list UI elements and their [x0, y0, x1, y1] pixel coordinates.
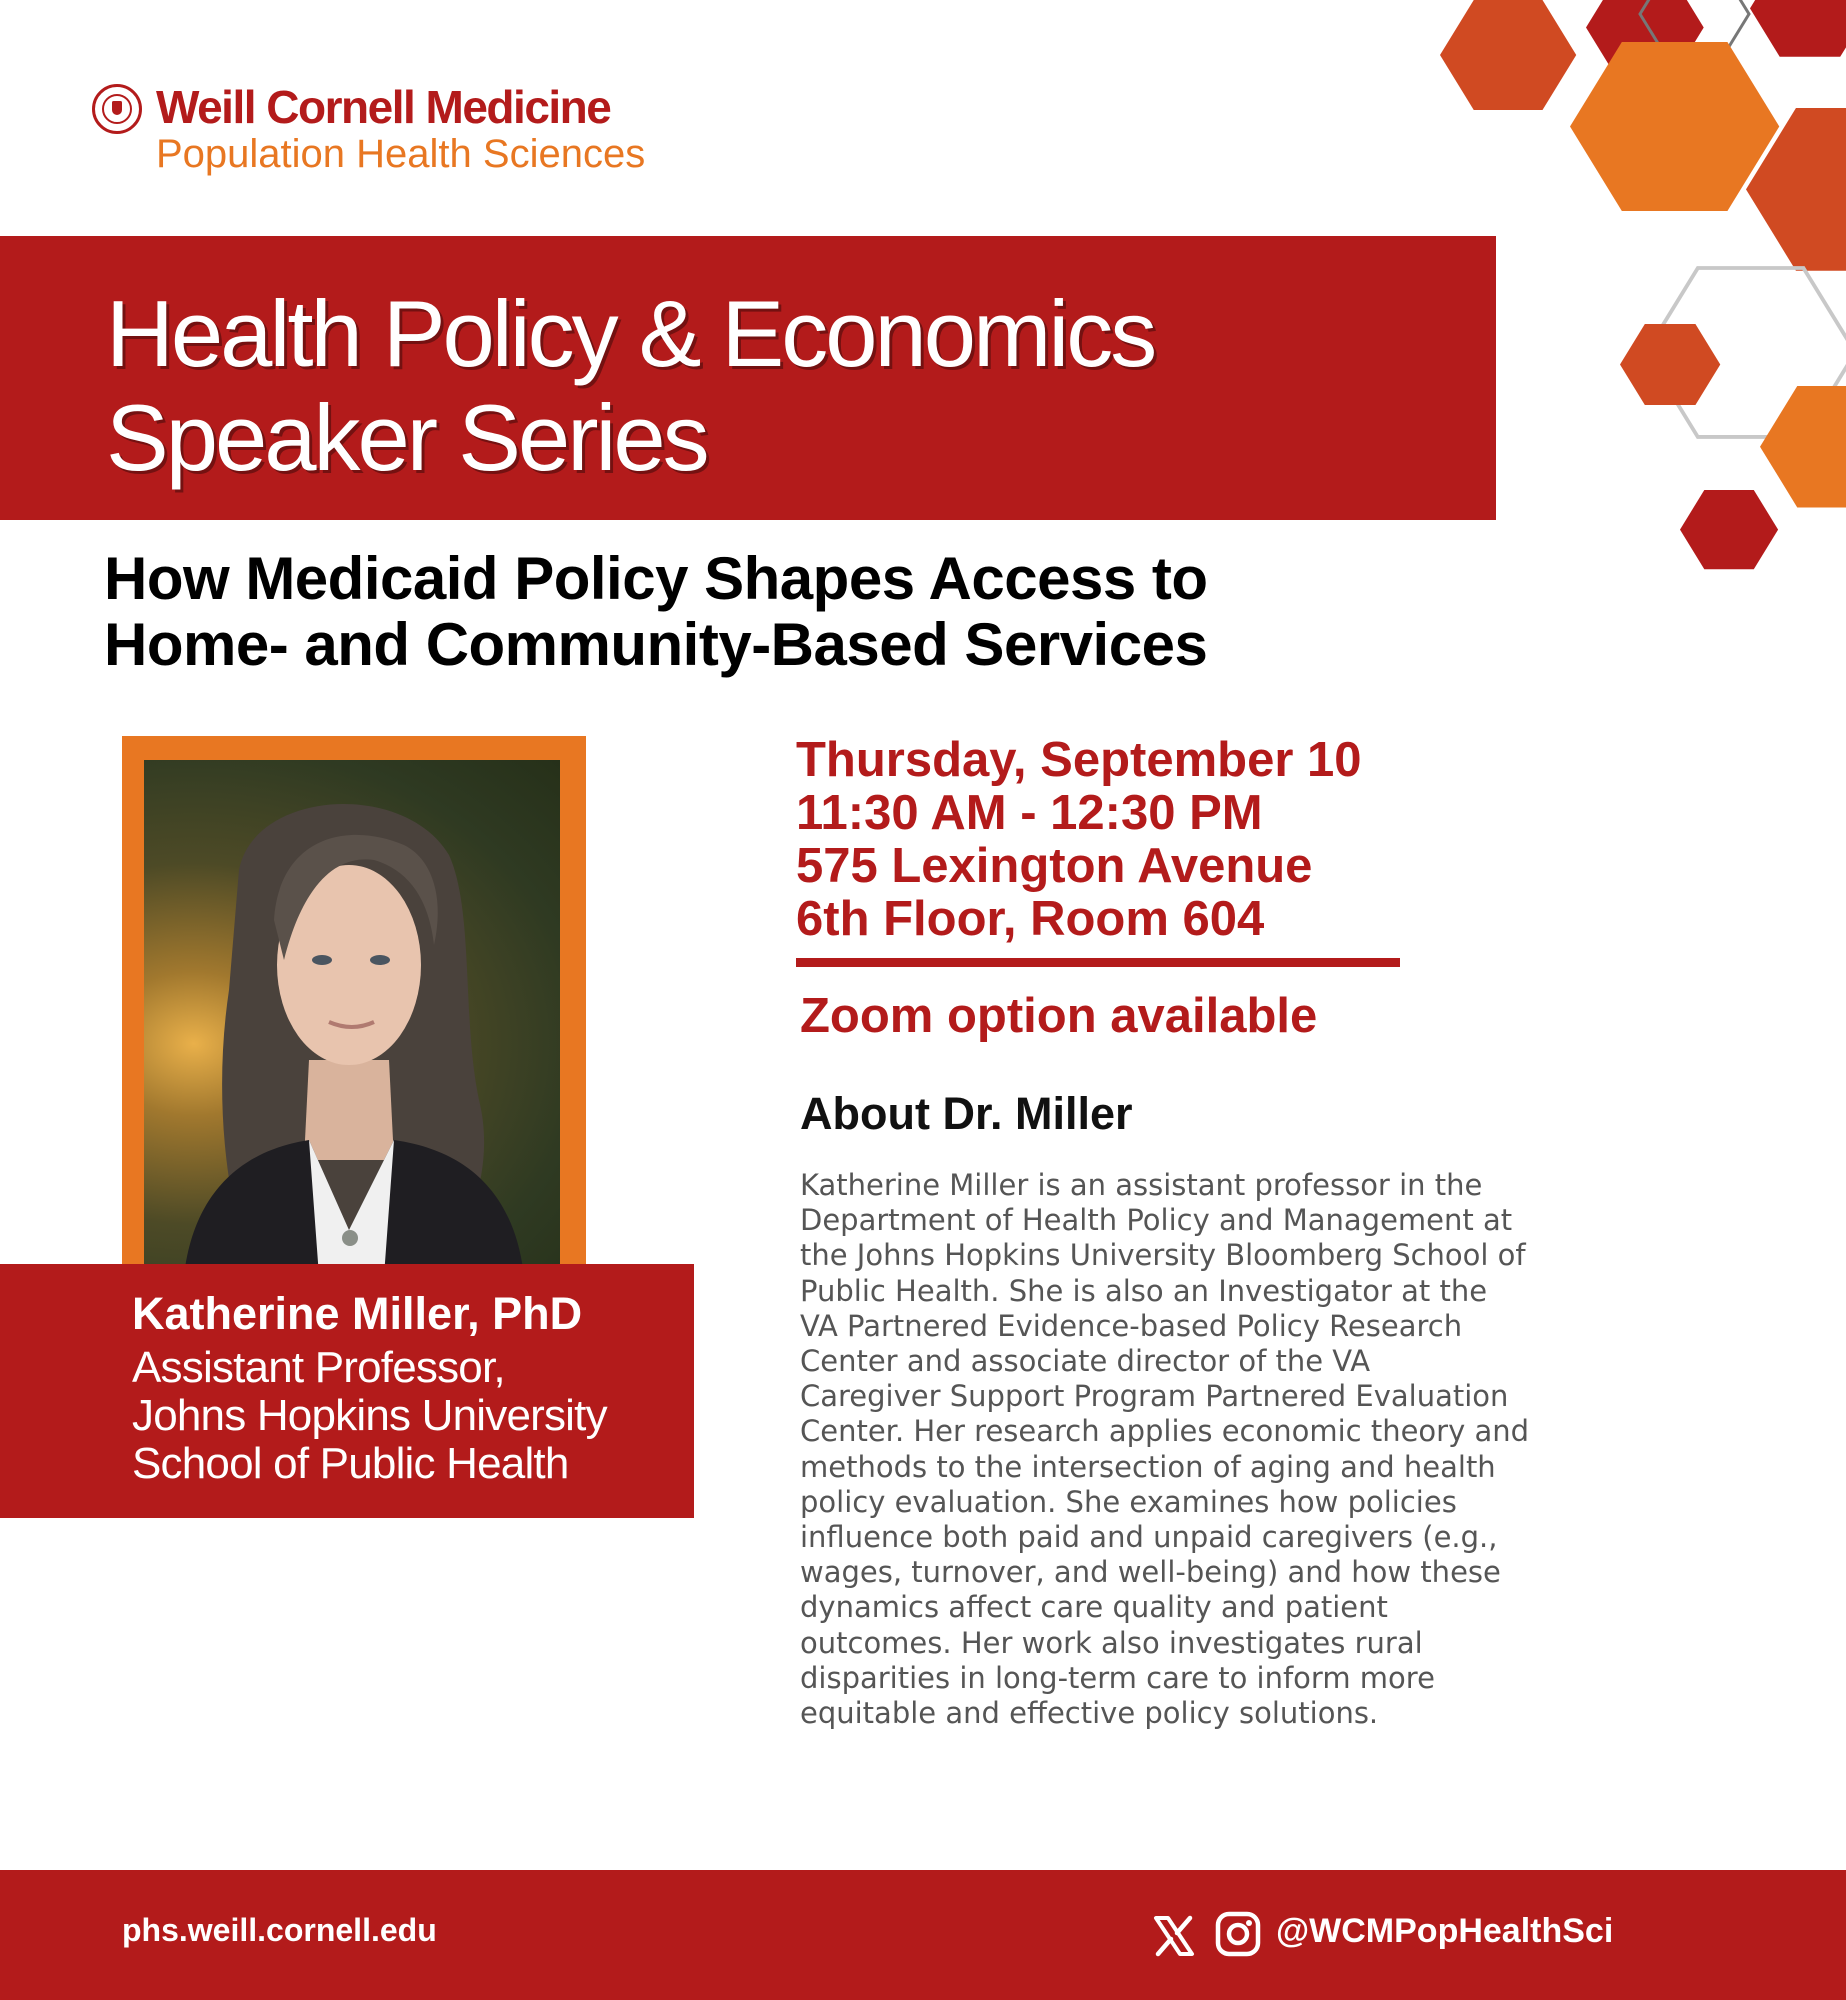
bio-line: Katherine Miller is an assistant professor in the [800, 1168, 1483, 1202]
event-details [796, 734, 1362, 946]
footer-bar [0, 1870, 1846, 2000]
title-banner [0, 236, 1496, 520]
bio-line: wages, turnover, and well-being) and how these [800, 1555, 1501, 1590]
talk-title-line: Home- and Community-Based Services [104, 611, 1208, 678]
event-address: 575 Lexington Avenue [796, 839, 1313, 893]
bio-line: dynamics affect care quality and patient [800, 1590, 1388, 1625]
hexagon-shape [1750, 0, 1846, 57]
bio-line: Caregiver Support Program Partnered Evaluation [800, 1379, 1509, 1414]
talk-title [104, 546, 1207, 678]
bio-line: methods to the intersection of aging and health [800, 1449, 1496, 1484]
instagram-icon[interactable] [1214, 1910, 1262, 1958]
cornell-seal-icon [92, 84, 142, 134]
speaker-affiliation [132, 1344, 607, 1488]
hexagon-shape [1620, 324, 1720, 405]
speaker-bio [800, 1168, 1529, 1731]
event-date: Thursday, September 10 [796, 733, 1362, 787]
series-title [106, 282, 1154, 490]
bio-line: the Johns Hopkins University Bloomberg School of [800, 1238, 1526, 1273]
hexagon-shape [1760, 386, 1846, 507]
x-icon[interactable] [1152, 1914, 1196, 1958]
bio-line: outcomes. Her work also investigates rural [800, 1625, 1423, 1660]
talk-title-line: How Medicaid Policy Shapes Access to [104, 545, 1208, 612]
event-room: 6th Floor, Room 604 [796, 892, 1265, 946]
bio-line: influence both paid and unpaid caregivers (e.g., [800, 1520, 1498, 1555]
bio-line: Center and associate director of the VA [800, 1344, 1371, 1379]
social-handle[interactable]: @WCMPopHealthSci [1276, 1912, 1614, 1950]
hexagon-shape [1570, 42, 1779, 211]
series-title-line: Speaker Series [106, 385, 707, 490]
details-divider [796, 958, 1400, 967]
speaker-photo-frame [122, 736, 586, 1276]
logo-institution-name: Weill Cornell Medicine [156, 81, 611, 133]
bio-line: disparities in long-term care to inform more [800, 1660, 1435, 1695]
about-heading: About Dr. Miller [800, 1088, 1133, 1139]
hexagon-shape [1440, 0, 1576, 110]
zoom-note: Zoom option available [800, 989, 1318, 1043]
bio-line: policy evaluation. She examines how policies [800, 1484, 1457, 1519]
speaker-affiliation-line: Assistant Professor, [132, 1343, 505, 1392]
speaker-affiliation-line: Johns Hopkins University [132, 1391, 607, 1440]
bio-line: VA Partnered Evidence-based Policy Research [800, 1308, 1463, 1343]
speaker-photo [144, 760, 560, 1276]
social-links [1152, 1906, 1712, 1962]
bio-line: Public Health. She is also an Investigator at the [800, 1273, 1488, 1308]
logo-department-name: Population Health Sciences [156, 132, 646, 176]
event-time: 11:30 AM - 12:30 PM [796, 786, 1263, 840]
bio-line: Center. Her research applies economic theory and [800, 1414, 1530, 1449]
bio-line: Department of Health Policy and Management at [800, 1203, 1513, 1238]
website-link[interactable]: phs.weill.cornell.edu [122, 1912, 437, 1948]
speaker-info-box [0, 1264, 694, 1518]
speaker-name: Katherine Miller, PhD [132, 1288, 583, 1339]
speaker-affiliation-line: School of Public Health [132, 1439, 569, 1488]
bio-line: equitable and effective policy solutions. [800, 1696, 1379, 1731]
series-title-line: Health Policy & Economics [106, 281, 1155, 386]
hexagon-shape [1680, 490, 1778, 569]
